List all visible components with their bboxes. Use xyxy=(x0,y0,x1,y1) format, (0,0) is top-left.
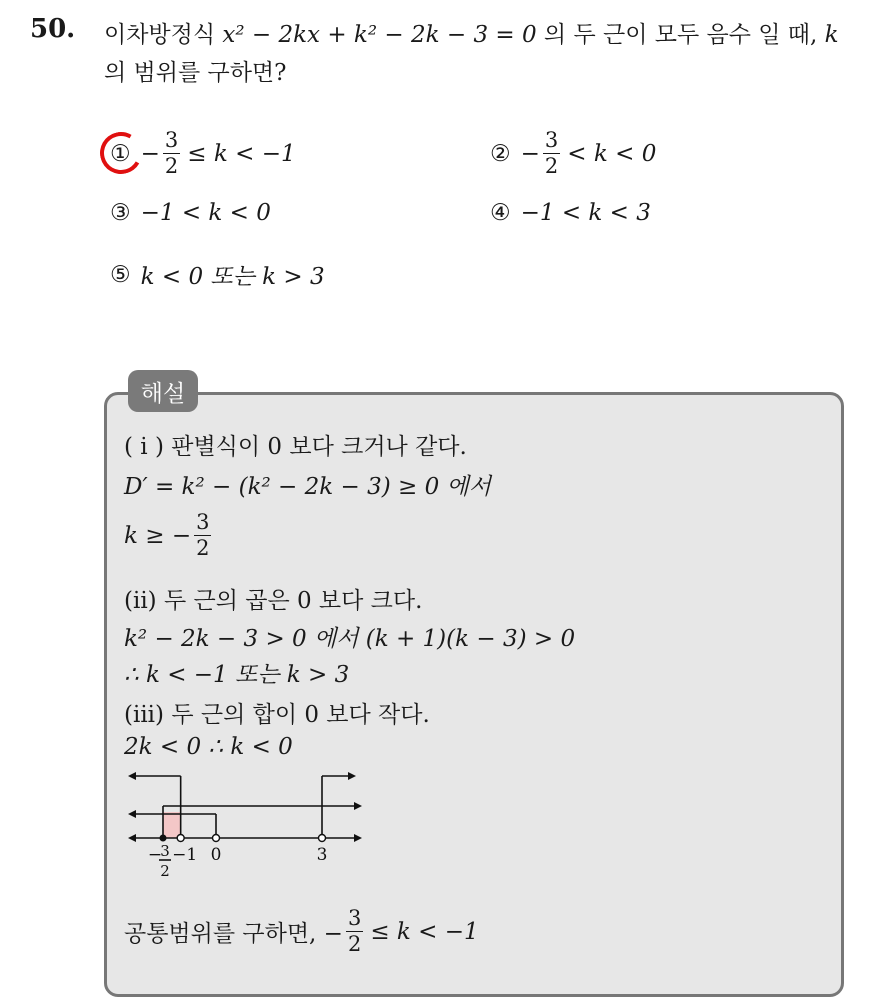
solution-line-2 xyxy=(124,468,491,501)
fraction-numerator: 3 xyxy=(196,510,210,534)
solution-line-3 xyxy=(124,512,214,559)
question-number: 50. xyxy=(30,14,76,44)
tick-label-frac-den: 2 xyxy=(160,862,170,880)
shaded-interval xyxy=(163,812,181,838)
solution-text: ∴ k < −1 또는 k > 3 xyxy=(124,662,350,688)
solution-text: D′ = k² − (k² − 2k − 3) ≥ 0 에서 xyxy=(124,474,491,500)
stem-tail: 의 두 근이 모두 음수 일 때, xyxy=(543,22,818,48)
fraction-numerator: 3 xyxy=(164,128,179,152)
question-stem xyxy=(104,16,874,92)
choice-text: −1 < k < 0 xyxy=(140,200,271,226)
choice-5[interactable] xyxy=(110,258,325,291)
solution-line-9 xyxy=(124,908,479,955)
tick-label-minus-one: −1 xyxy=(172,845,198,865)
bracket-2-arrow-icon xyxy=(128,772,136,780)
solution-text: 공통범위를 구하면, − xyxy=(124,921,343,947)
choice-2[interactable] xyxy=(490,130,656,177)
minus-sign: − xyxy=(140,140,160,167)
bracket-3-arrow-icon xyxy=(348,772,356,780)
solution-line-8 xyxy=(124,734,293,760)
tick-label-minus: − xyxy=(147,845,163,865)
tick-label-three: 3 xyxy=(316,845,328,865)
choice-number: ① xyxy=(110,140,131,167)
axis-left-arrow-icon xyxy=(128,834,136,842)
point-filled xyxy=(160,835,167,842)
solution-line-1: ( i ) 판별식이 0 보다 크거나 같다. xyxy=(124,434,467,460)
solution-fraction xyxy=(346,908,363,955)
tick-label-frac-num: 3 xyxy=(160,842,170,860)
solution-fraction xyxy=(194,512,211,559)
choice-number: ② xyxy=(490,140,511,167)
point-open xyxy=(177,835,184,842)
minus-sign: − xyxy=(520,140,540,167)
tick-label-zero: 0 xyxy=(210,845,222,865)
solution-line-6 xyxy=(124,656,349,689)
choice-text: < k < 0 xyxy=(567,140,657,167)
choice-text: −1 < k < 3 xyxy=(520,200,651,226)
stem-line2: 의 범위를 구하면? xyxy=(104,60,287,86)
solution-text: k ≥ − xyxy=(124,522,192,549)
solution-text: ≤ k < −1 xyxy=(370,918,479,945)
stem-lead: 이차방정식 xyxy=(104,22,216,48)
solution-line-5 xyxy=(124,620,575,653)
bracket-1-arrow-icon xyxy=(354,802,362,810)
solution-text: 2k < 0 ∴ k < 0 xyxy=(124,734,293,760)
choice-text: ≤ k < −1 xyxy=(187,140,296,167)
solution-text: k² − 2k − 3 > 0 에서 (k + 1)(k − 3) > 0 xyxy=(124,626,576,652)
choice-3[interactable] xyxy=(110,200,271,226)
choice-number: ④ xyxy=(490,200,511,226)
fraction-denominator: 2 xyxy=(164,154,179,178)
choice-fraction xyxy=(543,130,560,177)
fraction-denominator: 2 xyxy=(347,932,362,956)
stem-variable: k xyxy=(824,22,839,48)
fraction-numerator: 3 xyxy=(347,906,362,930)
fraction-numerator: 3 xyxy=(544,128,559,152)
choice-number: ⑤ xyxy=(110,261,131,288)
fraction-denominator: 2 xyxy=(544,154,559,178)
solution-line-7: (iii) 두 근의 합이 0 보다 작다. xyxy=(124,702,430,728)
stem-equation: x² − 2kx + k² − 2k − 3 = 0 xyxy=(222,22,537,48)
bracket-4-arrow-icon xyxy=(128,810,136,818)
choice-4[interactable] xyxy=(490,200,651,226)
point-open xyxy=(213,835,220,842)
fraction-denominator: 2 xyxy=(196,536,210,560)
choice-number: ③ xyxy=(110,200,131,226)
solution-tag: 해설 xyxy=(128,370,198,412)
solution-line-4: (ii) 두 근의 곱은 0 보다 크다. xyxy=(124,588,423,614)
axis-right-arrow-icon xyxy=(354,834,362,842)
point-open xyxy=(319,835,326,842)
number-line-diagram xyxy=(120,770,380,890)
choice-1[interactable] xyxy=(110,130,296,177)
choice-fraction xyxy=(163,130,180,177)
choice-text: k < 0 또는 k > 3 xyxy=(140,264,325,290)
